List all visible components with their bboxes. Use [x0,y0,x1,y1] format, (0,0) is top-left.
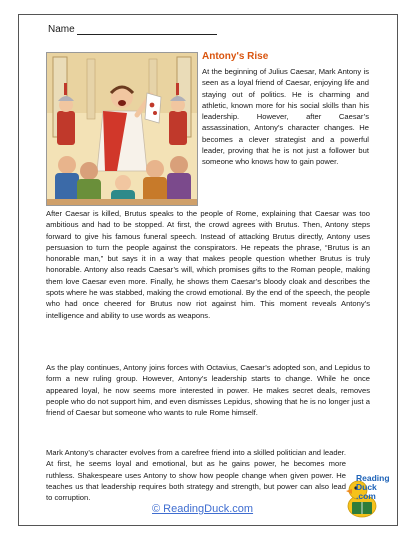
article-title: Antony's Rise [202,51,269,62]
logo-word-com: .com [356,491,376,501]
paragraph-4: Mark Antony’s character evolves from a carefree friend into a skilled politician and leader. At first, he seems loyal and emotional, but as he gains power, he becomes more ruthless. Shakespeare uses Antony to show how people change when given power. He teaches us that leadership requires both strategy and strength, but power can also lead to corruption. [46,448,346,503]
logo-word-duck: Duck [356,482,377,492]
forum-crowd-illustration [46,52,198,206]
paragraph-1: At the beginning of Julius Caesar, Mark Antony is seen as a loyal friend of Caesar, enjoying life and staying out of politics. He is charming and athletic, known more for his social skills than his leadership. However, after Caesar’s assassination, Antony’s character changes. He becomes a clever strategist and a powerful leader, proving that he is not just a follower but someone who knows how to gain power. [202,67,369,167]
logo-wordmark [356,474,390,501]
name-field [48,24,217,35]
paragraph-2: After Caesar is killed, Brutus speaks to the people of Rome, explaining that Caesar was too ambitious and had to be stopped. At first, the crowd agrees with Brutus. Then, Antony steps forward to give his famous funeral speech. Instead of attacking Brutus directly, Antony uses persuasion to turn the people against the conspirators. He repeats the phrase, “Brutus is an honorable man,” but says it in a way that makes people question whether Brutus is truly honorable. Antony also reads Caesar’s will, which promises gifts to the Roman people, making them love Caesar even more. Finally, he shows them Caesar’s bloody cloak and describes the spots where he was stabbed, making the crowd emotional. By the end of the speech, the people who had once cheered for Brutus now riot against him. This moment reveals Antony’s intelligence and ability to use words as weapons. [46,209,370,320]
copyright-link[interactable]: © ReadingDuck.com [152,503,254,515]
name-label: Name [48,24,75,35]
logo-word-reading: Reading [356,473,390,483]
paragraph-3: As the play continues, Antony joins forces with Octavius, Caesar’s adopted son, and Lepidus to form a new ruling group. However, Antony’s leadership starts to change. While he once appeared loyal, he now seems more interested in power. He makes secret deals, removes people who do not support him, and even dismisses Lepidus, showing that he is no longer just a friend of Caesar but someone who wants to rule Rome himself. [46,363,370,418]
name-blank-line[interactable] [77,26,217,35]
